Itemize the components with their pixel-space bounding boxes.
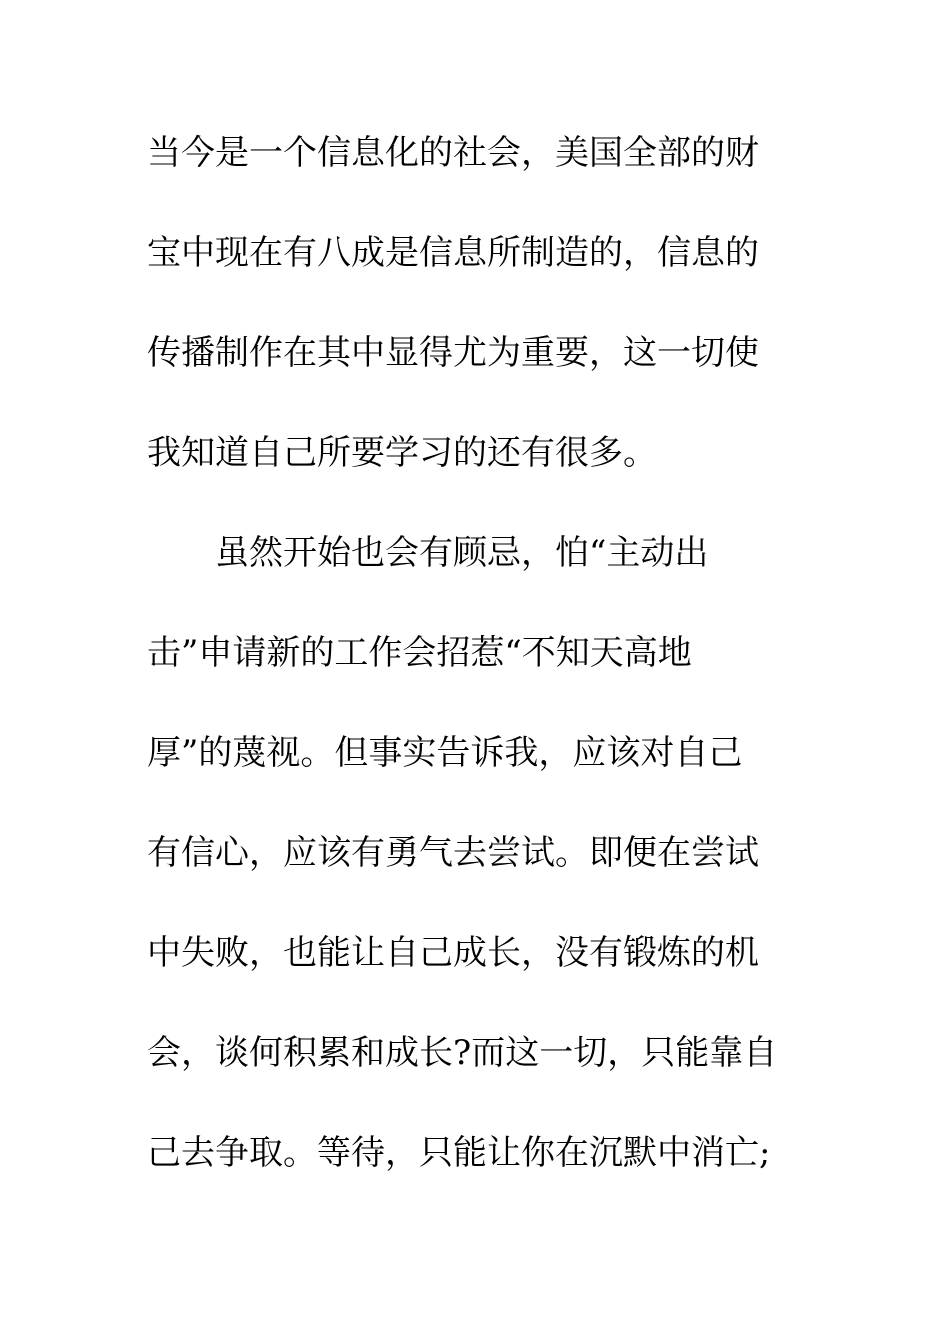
text-line: 传播制作在其中显得尤为重要，这一切使 [147,333,759,373]
text-line: 会，谈何积累和成长?而这一切，只能靠自 [147,1033,778,1073]
text-line: 有信心，应该有勇气去尝试。即便在尝试 [147,833,759,873]
text-line: 我知道自己所要学习的还有很多。 [147,433,657,473]
text-line: 中失败，也能让自己成长，没有锻炼的机 [147,933,759,973]
text-line: 当今是一个信息化的社会，美国全部的财 [147,133,759,173]
text-line: 己去争取。等待，只能让你在沉默中消亡; [147,1133,771,1173]
text-line: 虽然开始也会有顾忌，怕“主动出 [215,533,709,573]
text-line: 击”申请新的工作会招惹“不知天高地 [147,633,692,673]
text-line: 厚”的蔑视。但事实告诉我，应该对自己 [147,733,743,773]
text-line: 宝中现在有八成是信息所制造的，信息的 [147,233,759,273]
